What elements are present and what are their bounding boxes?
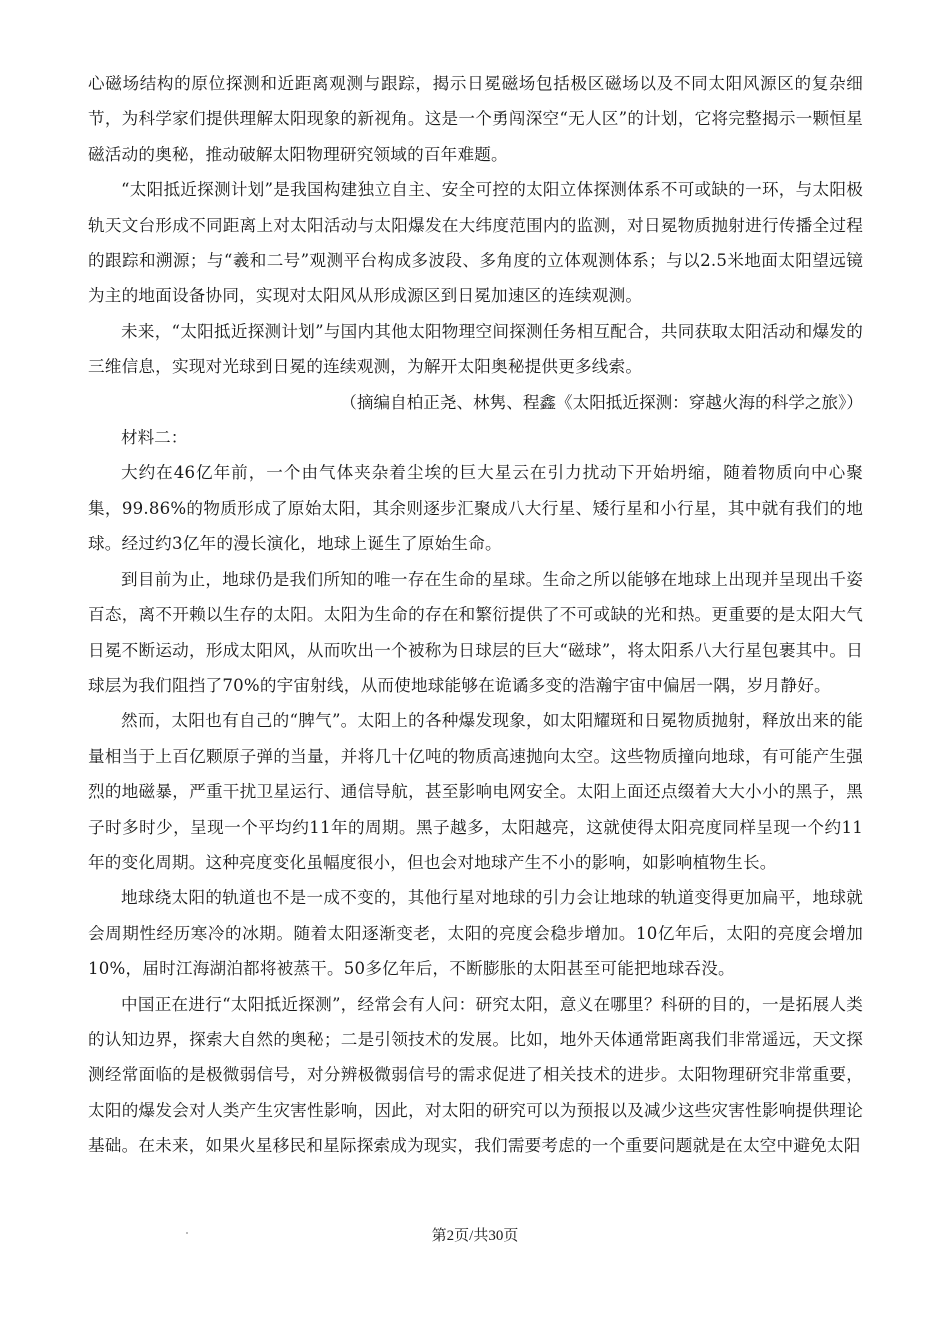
- paragraph-continuation: 心磁场结构的原位探测和近距离观测与跟踪，揭示日冕磁场包括极区磁场以及不同太阳风源区的复杂细节，为科学家们提供理解太阳现象的新视角。这是一个勇闯深空“无人区”的计划，它将完整揭示一颗恒星磁活动的奥秘，推动破解太阳物理研究领域的百年难题。: [88, 74, 863, 164]
- paragraph-origin: 大约在46亿年前，一个由气体夹杂着尘埃的巨大星云在引力扰动下开始坍缩，随着物质向中心聚集，99.86%的物质形成了原始太阳，其余则逐步汇聚成八大行星、矮行星和小行星，其中就有我们的地球。经过约3亿年的漫长演化，地球上诞生了原始生命。: [88, 463, 863, 554]
- paragraph-future: 未来，“太阳抵近探测计划”与国内其他太阳物理空间探测任务相互配合，共同获取太阳活动和爆发的三维信息，实现对光球到日冕的连续观测，为解开太阳奥秘提供更多线索。: [88, 321, 863, 377]
- document-body: [88, 66, 863, 1164]
- paragraph-life: 到目前为止，地球仍是我们所知的唯一存在生命的星球。生命之所以能够在地球上出现并呈现出千姿百态，离不开赖以生存的太阳。太阳为生命的存在和繁衍提供了不可或缺的光和热。更重要的是太阳大气日冕不断运动，形成太阳风，从而吹出一个被称为日球层的巨大“磁球”，将太阳系八大行星包裹其中。日球层为我们阻挡了70%的宇宙射线，从而使地球能够在诡谲多变的浩瀚宇宙中偏居一隅，岁月静好。: [88, 569, 863, 695]
- page-footer: 第2页/共30页: [431, 1228, 519, 1244]
- paragraph-orbit: 地球绕太阳的轨道也不是一成不变的，其他行星对地球的引力会让地球的轨道变得更加扁平，地球就会周期性经历寒冷的冰期。随着太阳逐渐变老，太阳的亮度会稳步增加。10亿年后，太阳的亮度会增加10%，届时江海湖泊都将被蒸干。50多亿年后，不断膨胀的太阳甚至可能把地球吞没。: [88, 888, 863, 979]
- material-two-label: 材料二：: [121, 428, 188, 448]
- source-citation: （摘编自柏正尧、林隽、程鑫《太阳抵近探测：穿越火海的科学之旅》）: [340, 392, 863, 412]
- paragraph-significance: 中国正在进行“太阳抵近探测”，经常会有人问：研究太阳，意义在哪里？科研的目的，一是拓展人类的认知边界，探索大自然的奥秘；二是引领技术的发展。比如，地外天体通常距离我们非常遥远，天文探测经常面临的是极微弱信号，对分辨极微弱信号的需求促进了相关技术的进步。太阳物理研究非常重要，太阳的爆发会对人类产生灾害性影响，因此，对太阳的研究可以为预报以及减少这些灾害性影响提供理论基础。在未来，如果火星移民和星际探索成为现实，我们需要考虑的一个重要问题就是在太空中避免太阳: [88, 994, 863, 1156]
- paragraph-plan-role: “太阳抵近探测计划”是我国构建独立自主、安全可控的太阳立体探测体系不可或缺的一环，与太阳极轨天文台形成不同距离上对太阳活动与太阳爆发在大纬度范围内的监测，对日冕物质抛射进行传播全过程的跟踪和溯源；与“羲和二号”观测平台构成多波段、多角度的立体观测体系；与以2.5米地面太阳望远镜为主的地面设备协同，实现对太阳风从形成源区到日冕加速区的连续观测。: [88, 180, 863, 306]
- paragraph-temper: 然而，太阳也有自己的“脾气”。太阳上的各种爆发现象，如太阳耀斑和日冕物质抛射，释放出来的能量相当于上百亿颗原子弹的当量，并将几十亿吨的物质高速抛向太空。这些物质撞向地球，有可能产生强烈的地磁暴，严重干扰卫星运行、通信导航，甚至影响电网安全。太阳上面还点缀着大大小小的黑子，黑子时多时少，呈现一个平均约11年的周期。黑子越多，太阳越亮，这就使得太阳亮度同样呈现一个约11年的变化周期。这种亮度变化虽幅度很小，但也会对地球产生不小的影响，如影响植物生长。: [88, 711, 863, 872]
